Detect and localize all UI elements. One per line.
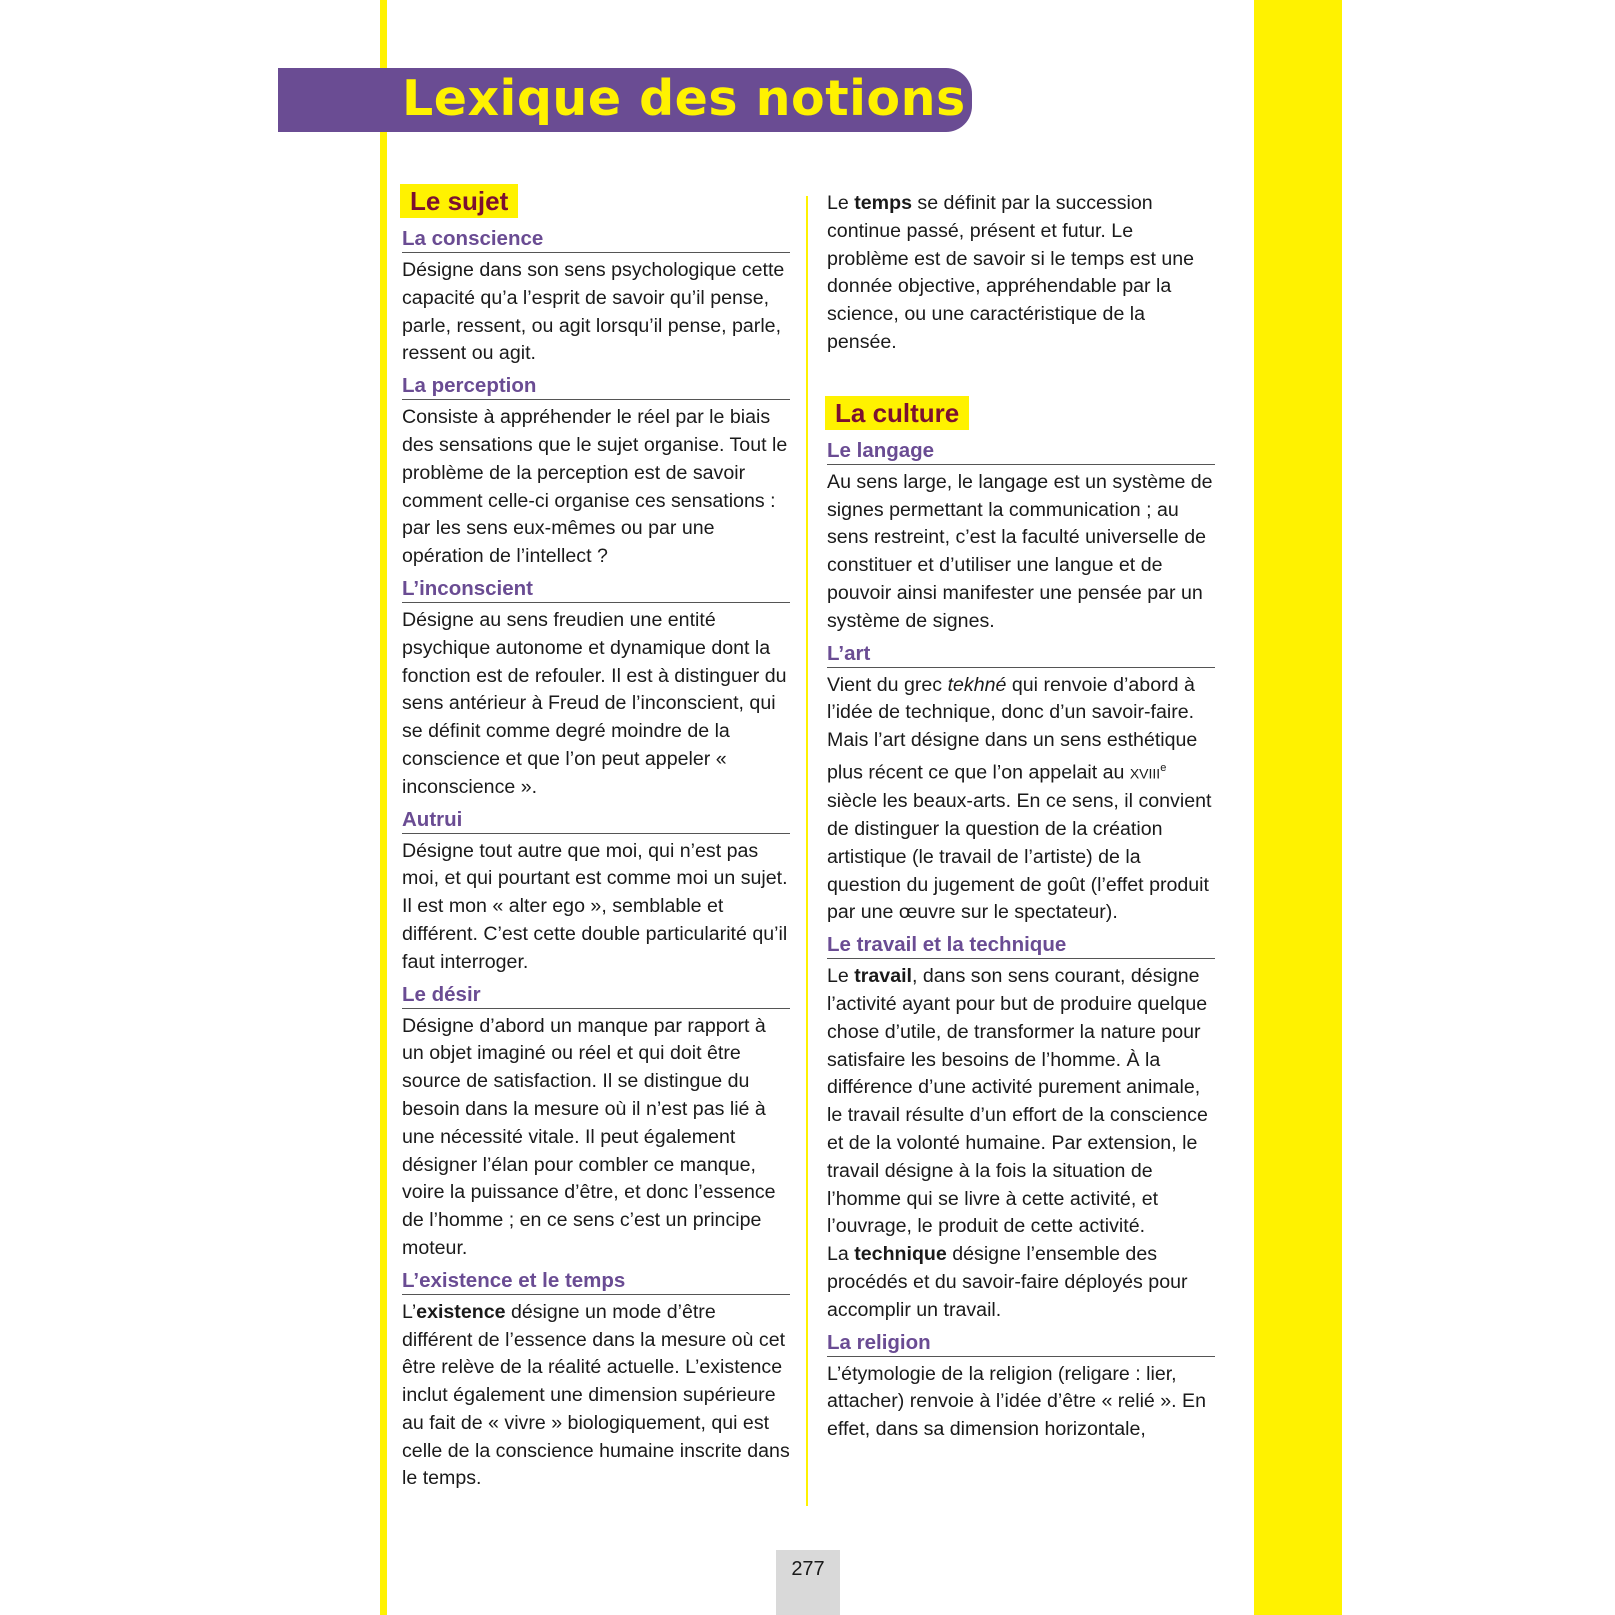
text-span: L’: [402, 1300, 417, 1323]
text-span: désigne un mode d’être différent de l’essence dans la mesure où cet être relève de la réalité actuelle. L’existence inclut également une dimension supérieure au fait de « vivre » biologiquement, qui est celle de la conscience humaine inscrite dans le temps.: [402, 1300, 790, 1490]
text-span: La: [827, 1243, 855, 1266]
term-title-perception: La perception: [402, 373, 790, 400]
right-column: [827, 190, 1215, 1449]
page-title: Lexique des notions: [402, 70, 966, 127]
term-body-desir: Désigne d’abord un manque par rapport à un objet imaginé ou réel et qui doit être source de satisfaction. Il se distingue du besoin dans la mesure où il n’est pas lié à une nécessité vitale. Il peut également désigner l’élan pour combler ce manque, voire la puissance d’être, et donc l’essence de l’homme ; en ce sens c’est un principe moteur.: [402, 1014, 776, 1259]
left-column: [402, 184, 790, 1498]
paragraph-technique: [827, 1241, 1215, 1324]
page-number: 277: [776, 1550, 840, 1615]
text-span: , dans son sens courant, désigne l’activité ayant pour but de produire quelque chose d’utile, de transformer la nature pour satisfaire les besoins de l’homme. À la différence d’une activité purement animale, le travail résulte d’un effort de la conscience et de la volonté humaine. Par extension, le travail désigne à la fois la situation de l’homme qui se livre à cette activité, et l’ouvrage, le produit de cette activité.: [827, 965, 1208, 1238]
term-title-autrui: Autrui: [402, 807, 790, 834]
term-title-existence: L’existence et le temps: [402, 1268, 790, 1295]
text-span: Vient du grec: [827, 673, 948, 696]
century-superscript: e: [1160, 761, 1167, 774]
term-title-inconscient: L’inconscient: [402, 576, 790, 603]
century-numeral: XVIII: [1129, 765, 1161, 782]
left-yellow-stripe: [380, 0, 387, 1615]
term-title-art: L’art: [827, 641, 1215, 668]
text-span: se définit par la succession continue passé, présent et futur. Le problème est de savoir si le temps est une donnée objective, appréhendable par la science, ou une caractéristique de la pensée.: [827, 192, 1195, 353]
bold-term-travail: travail: [854, 965, 912, 988]
term-body-conscience: Désigne dans son sens psychologique cette capacité qu’a l’esprit de savoir qu’il pense, parle, ressent, ou agit lorsqu’il pense, parle, ressent ou agit.: [402, 259, 785, 365]
term-title-travail: Le travail et la technique: [827, 932, 1215, 959]
term-body-perception: Consiste à appréhender le réel par le biais des sensations que le sujet organise. Tout le problème de la perception est de savoir comment celle-ci organise ces sensations : par les sens eux-mêmes ou par une opération de l’intellect ?: [402, 406, 788, 568]
section-heading-le-sujet: Le sujet: [400, 184, 518, 218]
column-divider: [806, 196, 808, 1506]
term-title-conscience: La conscience: [402, 226, 790, 253]
term-title-desir: Le désir: [402, 982, 790, 1009]
term-title-langage: Le langage: [827, 438, 1215, 465]
text-span: siècle les beaux-arts. En ce sens, il convient de distinguer la question de la création artistique (le travail de l’artiste) de la question du jugement de goût (l’effet produit par une œuvre sur le spectateur).: [827, 790, 1212, 924]
bold-term-technique: technique: [854, 1243, 947, 1266]
text-span: Le: [827, 192, 855, 214]
paragraph-travail: [827, 963, 1215, 1241]
term-title-religion: La religion: [827, 1330, 1215, 1357]
bold-term-temps: temps: [854, 192, 912, 214]
term-body-inconscient: Désigne au sens freudien une entité psychique autonome et dynamique dont la fonction est de refouler. Il est à distinguer du sens antérieur à Freud de l’inconscient, qui se définit comme degré moindre de la conscience et que l’on peut appeler « inconscience ».: [402, 608, 787, 798]
bold-term-existence: existence: [416, 1300, 506, 1323]
term-body-temps: [827, 190, 1215, 357]
term-body-religion: L’étymologie de la religion (religare : lier, attacher) renvoie à l’idée d’être « relié ». En effet, dans sa dimension horizontale,: [827, 1362, 1207, 1441]
term-body-langage: Au sens large, le langage est un système de signes permettant la communication ; au sens restreint, c’est la faculté universelle de constituer et d’utiliser une langue et de pouvoir ainsi manifester une pensée par un système de signes.: [827, 470, 1213, 632]
term-body-art: [827, 672, 1215, 928]
term-body-existence: [402, 1299, 790, 1494]
text-span: qui renvoie d’abord à l’idée de technique, donc d’un savoir-faire. Mais l’art désigne dans un sens esthétique plus récent ce que l’on appelait au: [827, 673, 1198, 784]
section-heading-la-culture: La culture: [825, 396, 969, 430]
text-span: désigne l’ensemble des procédés et du savoir-faire déployés pour accomplir un travail.: [827, 1243, 1188, 1321]
section-spacer: [827, 362, 1215, 396]
right-yellow-band: [1254, 0, 1342, 1615]
term-body-travail: [827, 963, 1215, 1324]
term-body-autrui: Désigne tout autre que moi, qui n’est pas moi, et qui pourtant est comme moi un sujet. Il est mon « alter ego », semblable et différent. C’est cette double particularité qu’il faut interroger.: [402, 839, 788, 973]
italic-tekhne: tekhné: [947, 673, 1007, 696]
text-span: Le: [827, 965, 855, 988]
